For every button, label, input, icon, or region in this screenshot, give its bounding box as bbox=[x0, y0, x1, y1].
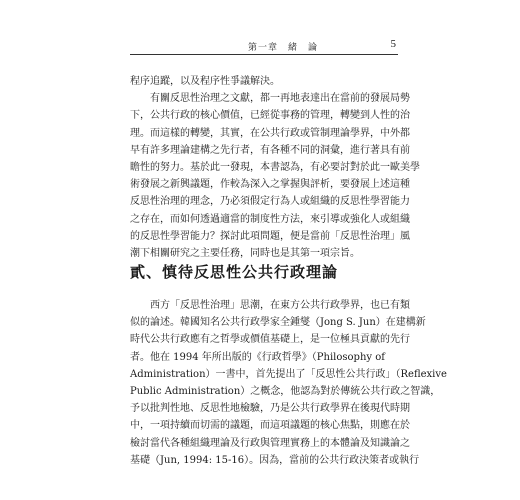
text-line: 中，一項持續而切需的議題，而這項議題的核心焦點，則應在於 bbox=[130, 420, 410, 432]
text-line: 術發展之新興議題，作較為深入之掌握與評析，要發展上述這種 bbox=[130, 179, 410, 191]
text-line: 基礎（Jun, 1994: 15-16）。因為，當前的公共行政決策者或執行 bbox=[130, 454, 420, 466]
text-line: 程序追蹤，以及程序性爭議解決。 bbox=[130, 76, 280, 87]
text-line: 潮下相關研究之主要任務，同時也是其第一項宗旨。 bbox=[130, 247, 360, 259]
text-line: 反思性治理的理念，乃必須假定行為人或組織的反思性學習能力 bbox=[130, 196, 410, 208]
text-line: 瞻性的努力。基於此一發現，本書認為，有必要討對於此一歐美學 bbox=[130, 161, 420, 173]
header-rule bbox=[130, 54, 398, 55]
text-line: 有關反思性治理之文獻，都一再地表達出在當前的發展局勢 bbox=[150, 93, 410, 105]
text-line: 理。而這樣的轉變，其實，在公共行政或管制理論學界，中外都 bbox=[130, 127, 410, 139]
text-line: 檢討當代各種組織理論及行政與管理實務上的本體論及知識論之 bbox=[130, 437, 410, 449]
body-text-upper bbox=[130, 73, 420, 262]
text-line: Administration）一書中，首先提出了「反思性公共行政」（Reflexive bbox=[130, 368, 447, 380]
text-line: 予以批判性地、反思性地檢驗，乃是公共行政學界在後現代時期 bbox=[130, 403, 410, 415]
text-line: 者。他在 1994 年所出版的《行政哲學》（Philosophy of bbox=[130, 351, 385, 363]
text-line: 下，公共行政的核心價值，已經從事務的管理，轉變到人性的治 bbox=[130, 110, 410, 122]
section-heading: 貳、慎待反思性公共行政理論 bbox=[130, 263, 339, 281]
text-line: 之存在，而如何透過適當的制度性方法，來引導或強化人或組織 bbox=[130, 213, 410, 225]
text-line: Public Administration）之概念，他認為對於傳統公共行政之智識， bbox=[130, 385, 441, 397]
page-number: 5 bbox=[390, 38, 396, 50]
text-line: 時代公共行政應有之哲學或價值基礎上，是一位極具貢獻的先行 bbox=[130, 334, 410, 346]
text-line: 西方「反思性治理」思潮，在東方公共行政學界，也已有類 bbox=[150, 300, 410, 311]
running-header bbox=[130, 38, 398, 58]
text-line: 早有許多理論建構之先行者，有各種不同的洞彙，進行著具有前 bbox=[130, 144, 410, 156]
text-line: 的反思性學習能力？探討此項問題，便是當前「反思性治理」風 bbox=[130, 230, 410, 242]
chapter-title: 第一章 緒 論 bbox=[248, 43, 319, 53]
body-text-lower bbox=[130, 297, 447, 469]
text-line: 似的論述。韓國知名公共行政學家全鍾燮（Jong S. Jun）在建構新 bbox=[130, 317, 426, 329]
